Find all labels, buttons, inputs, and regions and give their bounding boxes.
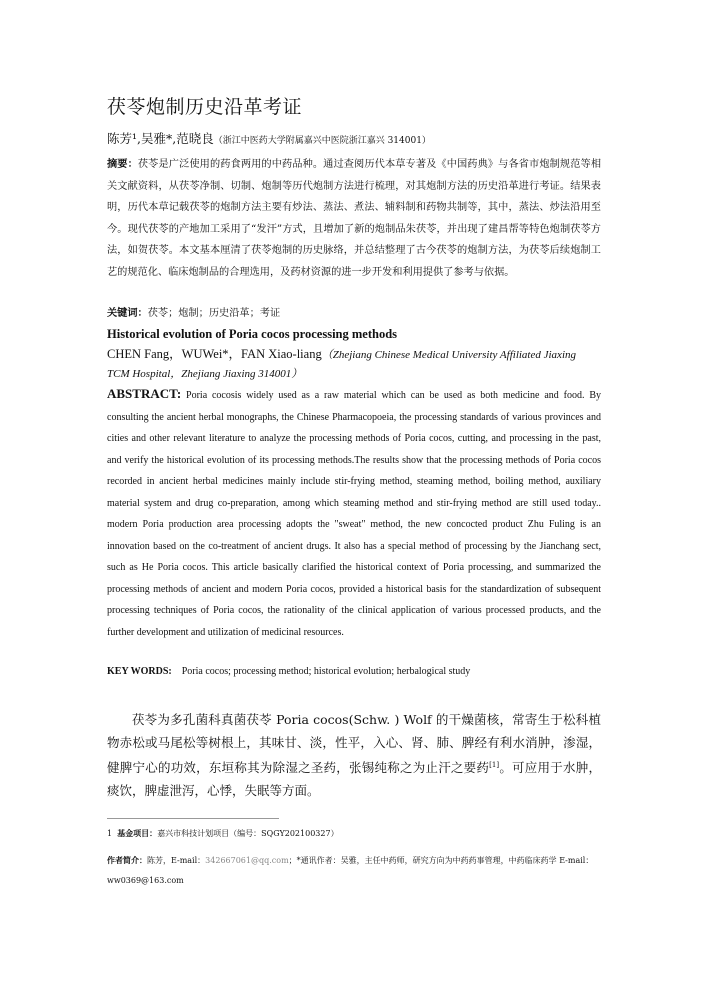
citation-ref[interactable]: [1] bbox=[489, 761, 500, 769]
paper-title-en: Historical evolution of Poria cocos processing methods bbox=[107, 327, 398, 341]
affiliation-cn: （浙江中医药大学附属嘉兴中医院浙江嘉兴 314001） bbox=[213, 136, 431, 146]
footnote-divider bbox=[107, 818, 279, 819]
abstract-en bbox=[107, 383, 601, 643]
keywords-en-label: KEY WORDS: bbox=[107, 666, 172, 677]
author-info-text-a: 陈芳，E-mail： bbox=[147, 856, 206, 865]
author-info-label: 作者简介： bbox=[107, 855, 147, 865]
footnote-funding bbox=[107, 828, 339, 839]
body-text-part2: 。可应用于水肿，痰饮，脾虚泄泻，心悸，失眠等方面。 bbox=[107, 760, 601, 799]
keywords-cn-label: 关键词： bbox=[107, 308, 148, 319]
abstract-cn-text: 茯苓是广泛使用的药食两用的中药品种。通过查阅历代本草专著及《中国药典》与各省市炮制规范等相关文献资料，从茯苓净制、切制、炮制等历代炮制方法进行梳理，对其炮制方法的历史沿革进行考证。结果表明，历代本草记载茯苓的炮制方法主要有炒法、蒸法、煮法、辅料制和药物共制等，其中，蒸法、炒法沿用至今。现代茯苓的产地加工采用了“发汗”方式，且增加了新的炮制品朱茯苓，并出现了建昌帮等特色炮制茯苓方法，如贺茯苓。本文基本厘清了茯苓炮制的历史脉络，并总结整理了古今茯苓的炮制方法，为茯苓后续炮制工艺的规范化、临床炮制品的合理选用，及药材资源的进一步开发和利用提供了参考与依据。 bbox=[107, 159, 602, 278]
author-info-text-b: ；*通讯作者：吴雅，主任中药师，研究方向为中药药事管理，中药临床药学 E-mail：ww0369@163.com bbox=[107, 856, 594, 885]
keywords-en bbox=[107, 666, 470, 677]
keywords-cn-text: 茯苓；炮制；历史沿革；考证 bbox=[147, 308, 281, 319]
authors-cn bbox=[107, 129, 431, 147]
funding-text: 嘉兴市科技计划项目（编号：SQGY202100327） bbox=[157, 829, 339, 838]
body-text-part1: 茯苓为多孔菌科真菌茯苓 Poria cocos(Schw. ) Wolf 的干燥菌核，常寄生于松科植物赤松或马尾松等树根上，其味甘、淡，性平，入心、肾、肺、脾经有利水消肿，渗湿，健脾宁心的功效，东垣称其为除湿之圣药，张锡纯称之为止汗之要药 bbox=[107, 712, 601, 776]
footnote-author-info bbox=[107, 850, 601, 891]
author-names-cn: 陈芳¹,吴雅*,范晓良 bbox=[107, 131, 214, 146]
authors-en bbox=[107, 345, 601, 383]
abstract-en-text: Poria cocosis widely used as a raw material which can be used as both medicine and food. By consulting the ancient herbal monographs, the Chinese Pharmacopoeia, the processing standards of various provinces and cities and other relevant literature to analyze the processing methods of Poria cocos, cutting, and processing in the past, and verify the historical evolution of its processing methods.The results show that the processing methods of Poria cocos recorded in ancient herbal medicines mainly include stir-frying method, steaming method, boiling method, auxiliary material system and drug co-preparation, among which steaming method and stir-frying method are still used today.. modern Poria production area processing adopts the "sweat" method, the new concocted product Zhu Fuling is an innovation based on the co-treatment of ancient drugs. It also has a special method of processing by the Jianchang sect, such as He Poria cocos. This article basically clarified the historical context of Poria processing, and summarized the processing methods of ancient and modern Poria cocos, provided a historical basis for the standardization of subsequent processing techniques of Poria cocos, the rationality of the clinical application of various processed products, and the further development and utilization of medicinal resources. bbox=[107, 390, 601, 638]
keywords-cn bbox=[107, 304, 280, 319]
body-paragraph bbox=[107, 708, 601, 802]
abstract-cn-label: 摘要： bbox=[107, 159, 138, 170]
abstract-cn bbox=[107, 154, 601, 283]
abstract-en-label: ABSTRACT: bbox=[107, 386, 182, 401]
footnote-number: 1 bbox=[107, 829, 113, 838]
author-names-en: CHEN Fang，WUWei*，FAN Xiao-liang bbox=[107, 347, 322, 361]
paper-title: 茯苓炮制历史沿革考证 bbox=[107, 96, 303, 118]
author-email-link[interactable]: 342667061@qq.com bbox=[205, 856, 289, 865]
affiliation-en: （Zhejiang Chinese Medical University Affiliated Jiaxing TCM Hospital，Zhejiang Jiaxing 314001） bbox=[107, 349, 576, 380]
funding-label: 基金项目： bbox=[117, 828, 158, 838]
keywords-en-text: Poria cocos; processing method; historical evolution; herbalogical study bbox=[181, 666, 471, 677]
